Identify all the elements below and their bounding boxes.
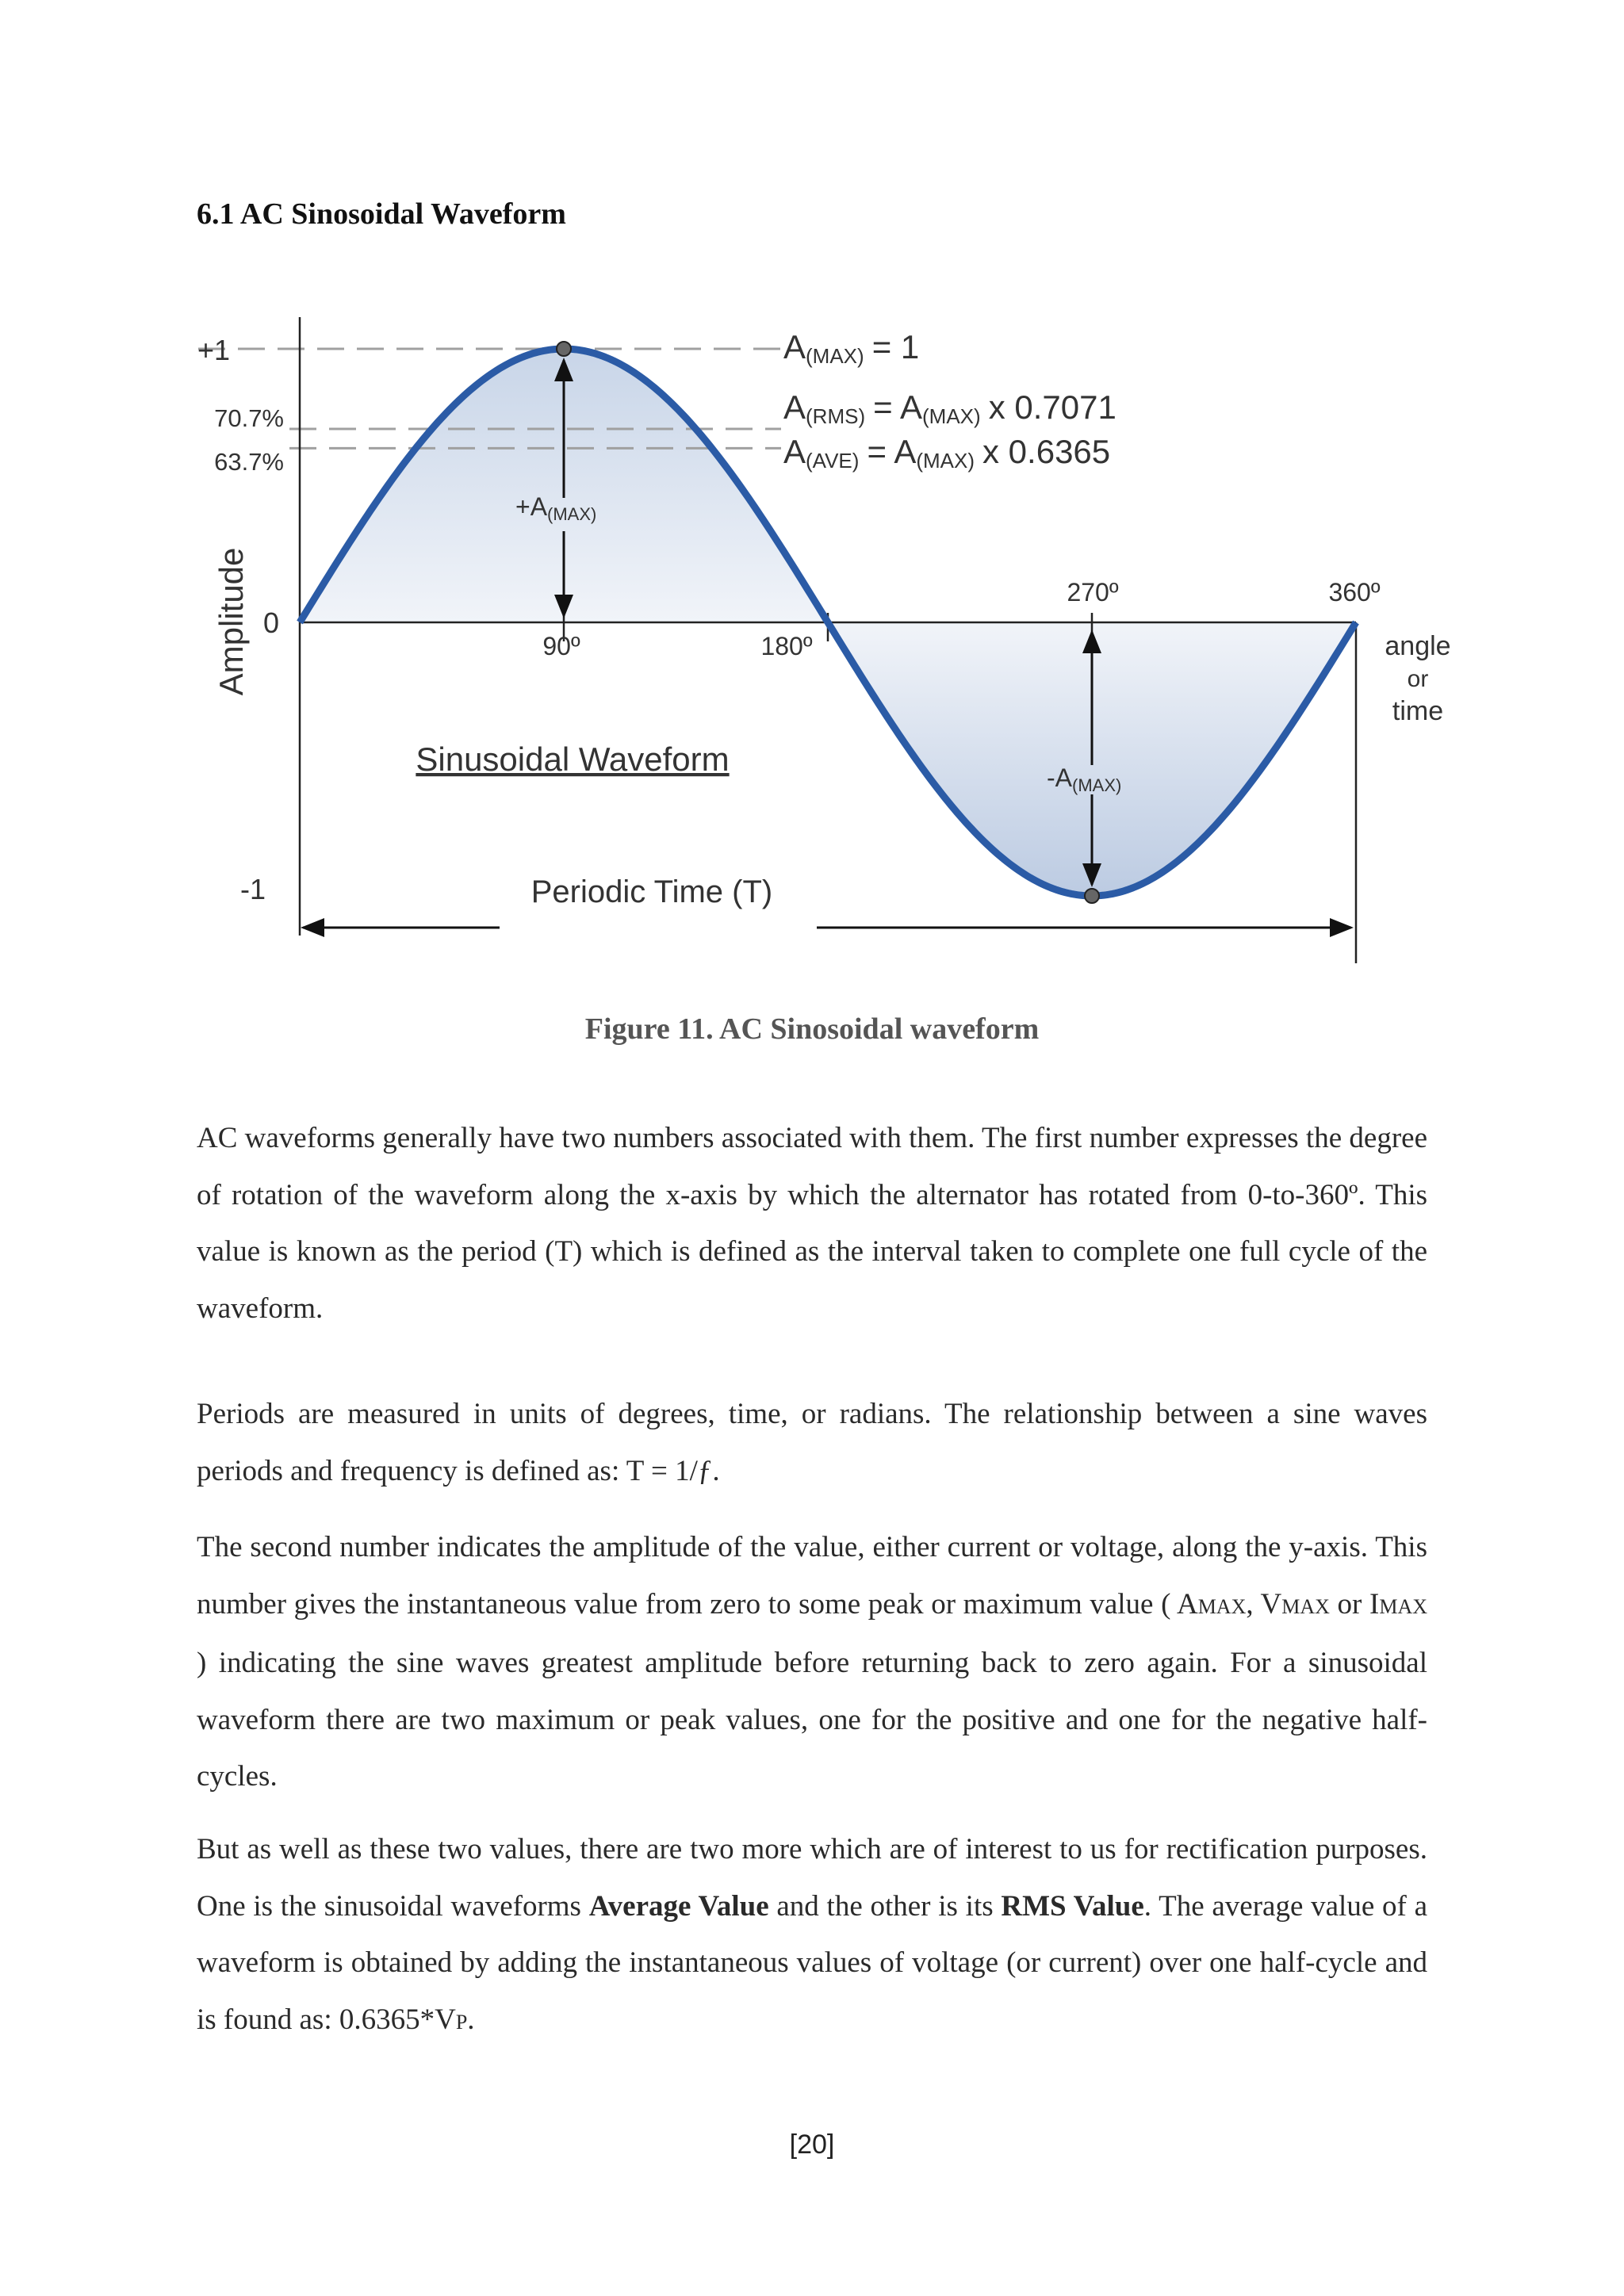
equation-ave: A(AVE) = A(MAX) x 0.6365 xyxy=(783,433,1111,473)
figure-caption: Figure 11. AC Sinosoidal waveform xyxy=(584,1012,1040,1046)
negative-peak-label: -A(MAX) xyxy=(1047,763,1122,795)
x-tick-label-270: 270º xyxy=(1067,578,1119,607)
page-number: [20] xyxy=(789,2130,835,2160)
x-tick-label-360: 360º xyxy=(1328,578,1381,607)
equation-rms: A(RMS) = A(MAX) x 0.7071 xyxy=(783,388,1116,428)
x-axis-label-angle: angle xyxy=(1385,631,1451,661)
y-tick-label-min: -1 xyxy=(239,873,266,905)
section-heading: 6.1 AC Sinosoidal Waveform xyxy=(197,197,566,231)
x-tick-label-180: 180º xyxy=(760,632,813,660)
waveform-title: Sinusoidal Waveform xyxy=(416,740,730,778)
paragraph-frequency: Periods are measured in units of degrees, time, or radians. The relationship between a sine waves periods and frequency is defined as: T = 1/ƒ. xyxy=(197,1398,1427,1487)
negative-peak-point xyxy=(1085,889,1099,903)
positive-peak-label: +A(MAX) xyxy=(515,492,597,524)
y-tick-label-rms: 70.7% xyxy=(214,404,284,432)
positive-peak-point xyxy=(557,342,571,356)
paragraph-amplitude: The second number indicates the amplitude of the value, either current or voltage, along the y-axis. This number gives the instantaneous value from zero to some peak or maximum value ( AMAX, VMAX or IMAX ) indicating the sine waves greatest amplitude before returning back to zero again. For a sinusoidal waveform there are two maximum or peak values, one for the positive and one for the negative half-cycles. xyxy=(197,1531,1427,1793)
y-axis-label: Amplitude xyxy=(213,547,250,696)
y-tick-label-max: +1 xyxy=(197,334,230,366)
sine-waveform-chart xyxy=(182,301,1483,967)
x-tick-label-90: 90º xyxy=(542,632,580,660)
paragraph-period: AC waveforms generally have two numbers associated with them. The first number expresses the degree of rotation of the waveform along the x-axis by which the alternator has rotated from 0-to-360º. This value is known as the period (T) which is defined as the interval taken to complete one full cycle of the waveform. xyxy=(197,1122,1427,1325)
x-axis-label-or: or xyxy=(1407,666,1429,692)
equation-max: A(MAX) = 1 xyxy=(783,328,920,368)
y-tick-label-ave: 63.7% xyxy=(214,448,284,476)
paragraph-average-rms: But as well as these two values, there are two more which are of interest to us for rectification purposes. One is the sinusoidal waveforms Average Value and the other is its RMS Value. The average value of a waveform is obtained by adding the instantaneous values of voltage (or current) over one half-cycle and is found as: 0.6365*VP. xyxy=(197,1833,1427,2036)
x-axis-label-time: time xyxy=(1392,696,1444,726)
period-label: Periodic Time (T) xyxy=(530,874,773,909)
y-tick-label-zero: 0 xyxy=(262,607,279,639)
